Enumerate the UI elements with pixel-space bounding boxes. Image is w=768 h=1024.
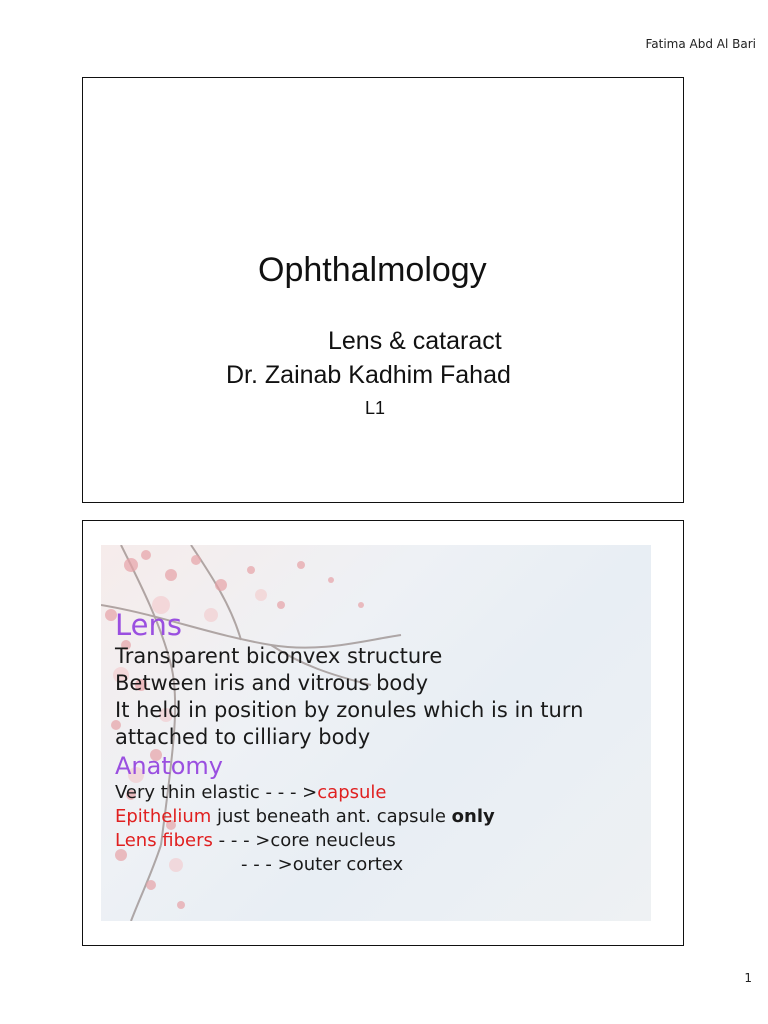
- fibers-outer: - - - >outer cortex: [241, 854, 404, 875]
- lecture-number: L1: [365, 398, 386, 418]
- anatomy-fibers-line: [115, 829, 651, 853]
- slide-subtitle: Lens & cataract: [328, 327, 502, 355]
- capsule-term: capsule: [317, 782, 387, 803]
- document-author: Fatima Abd Al Bari: [645, 37, 756, 51]
- lens-line-4: attached to cilliary body: [115, 725, 371, 749]
- slide-title: Ophthalmology: [258, 251, 487, 289]
- lens-line-3: It held in position by zonules which is in turn: [115, 698, 584, 722]
- epithelium-term: Epithelium: [115, 806, 212, 827]
- fibers-core: - - - >core neucleus: [212, 830, 396, 851]
- epithelium-description: just beneath ant. capsule: [211, 806, 452, 827]
- slide-author: Dr. Zainab Kadhim Fahad: [226, 361, 511, 389]
- lens-heading: Lens: [115, 608, 182, 642]
- capsule-prefix: Very thin elastic - - - >: [115, 782, 318, 803]
- anatomy-epithelium-line: [115, 805, 651, 829]
- slide-image: [101, 545, 651, 921]
- fibers-term: Lens fibers: [115, 830, 213, 851]
- epithelium-only: only: [451, 806, 495, 827]
- lens-line-1: Transparent biconvex structure: [115, 644, 443, 668]
- title-slide: [82, 77, 684, 503]
- anatomy-cortex-line: [115, 853, 651, 877]
- page-number: 1: [744, 971, 752, 985]
- anatomy-capsule-line: [115, 781, 651, 805]
- lens-slide: [82, 520, 684, 946]
- slide-text: [115, 607, 651, 877]
- lens-line-2: Between iris and vitrous body: [115, 671, 429, 695]
- anatomy-heading: Anatomy: [115, 752, 224, 780]
